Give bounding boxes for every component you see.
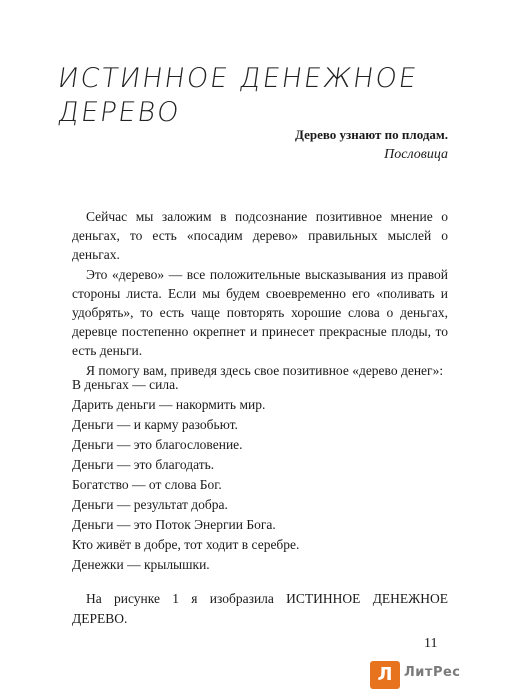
logo-glyph: Л: [377, 664, 393, 685]
chapter-title-line-2: ДЕРЕВО: [55, 97, 183, 128]
paragraph-help: Я помогу вам, приведя здесь свое позитивное «дерево денег»:: [86, 363, 444, 378]
body-text: [72, 207, 448, 381]
epigraph-quote: Дерево узнают по плодам.: [295, 127, 448, 142]
paragraph-tree: Это «дерево» — все положительные высказывания из правой стороны листа. Если мы будем своевременно его «поливать и удобрять», то есть чаще повторять хорошие слова о деньгах, деревце постепенно окрепнет и принесет прекрасные плоды, то есть деньги.: [72, 267, 448, 358]
chapter-title: [55, 62, 478, 130]
paragraph-outro: На рисунке 1 я изобразила ИСТИННОЕ ДЕНЕЖНОЕ ДЕРЕВО.: [72, 591, 448, 626]
epigraph-source: Пословица: [384, 147, 448, 162]
list-item: Богатство — от слова Бог.: [72, 477, 222, 492]
page-number: 11: [424, 636, 438, 651]
chapter-title-line-1: ИСТИННОЕ ДЕНЕЖНОЕ: [55, 63, 420, 94]
list-item: Деньги — результат добра.: [72, 497, 228, 512]
list-item: Дарить деньги — накормить мир.: [72, 397, 266, 412]
watermark-name: ЛитРес: [404, 665, 461, 680]
money-tree-list: [72, 375, 448, 575]
paragraph-intro: Сейчас мы заложим в подсознание позитивное мнение о деньгах, то есть «посадим дерево» правильных мыслей о деньгах.: [72, 209, 448, 262]
list-item: Деньги — это благодать.: [72, 457, 215, 472]
list-item: Деньги — это Поток Энергии Бога.: [72, 517, 276, 532]
list-item: В деньгах — сила.: [72, 377, 179, 392]
list-item: Кто живёт в добре, тот ходит в серебре.: [72, 537, 300, 552]
list-item: Деньги — и карму разобьют.: [72, 417, 238, 432]
list-item: Денежки — крылышки.: [72, 557, 210, 572]
litres-logo-icon: [370, 661, 400, 689]
epigraph: [295, 125, 448, 165]
list-item: Деньги — это благословение.: [72, 437, 243, 452]
